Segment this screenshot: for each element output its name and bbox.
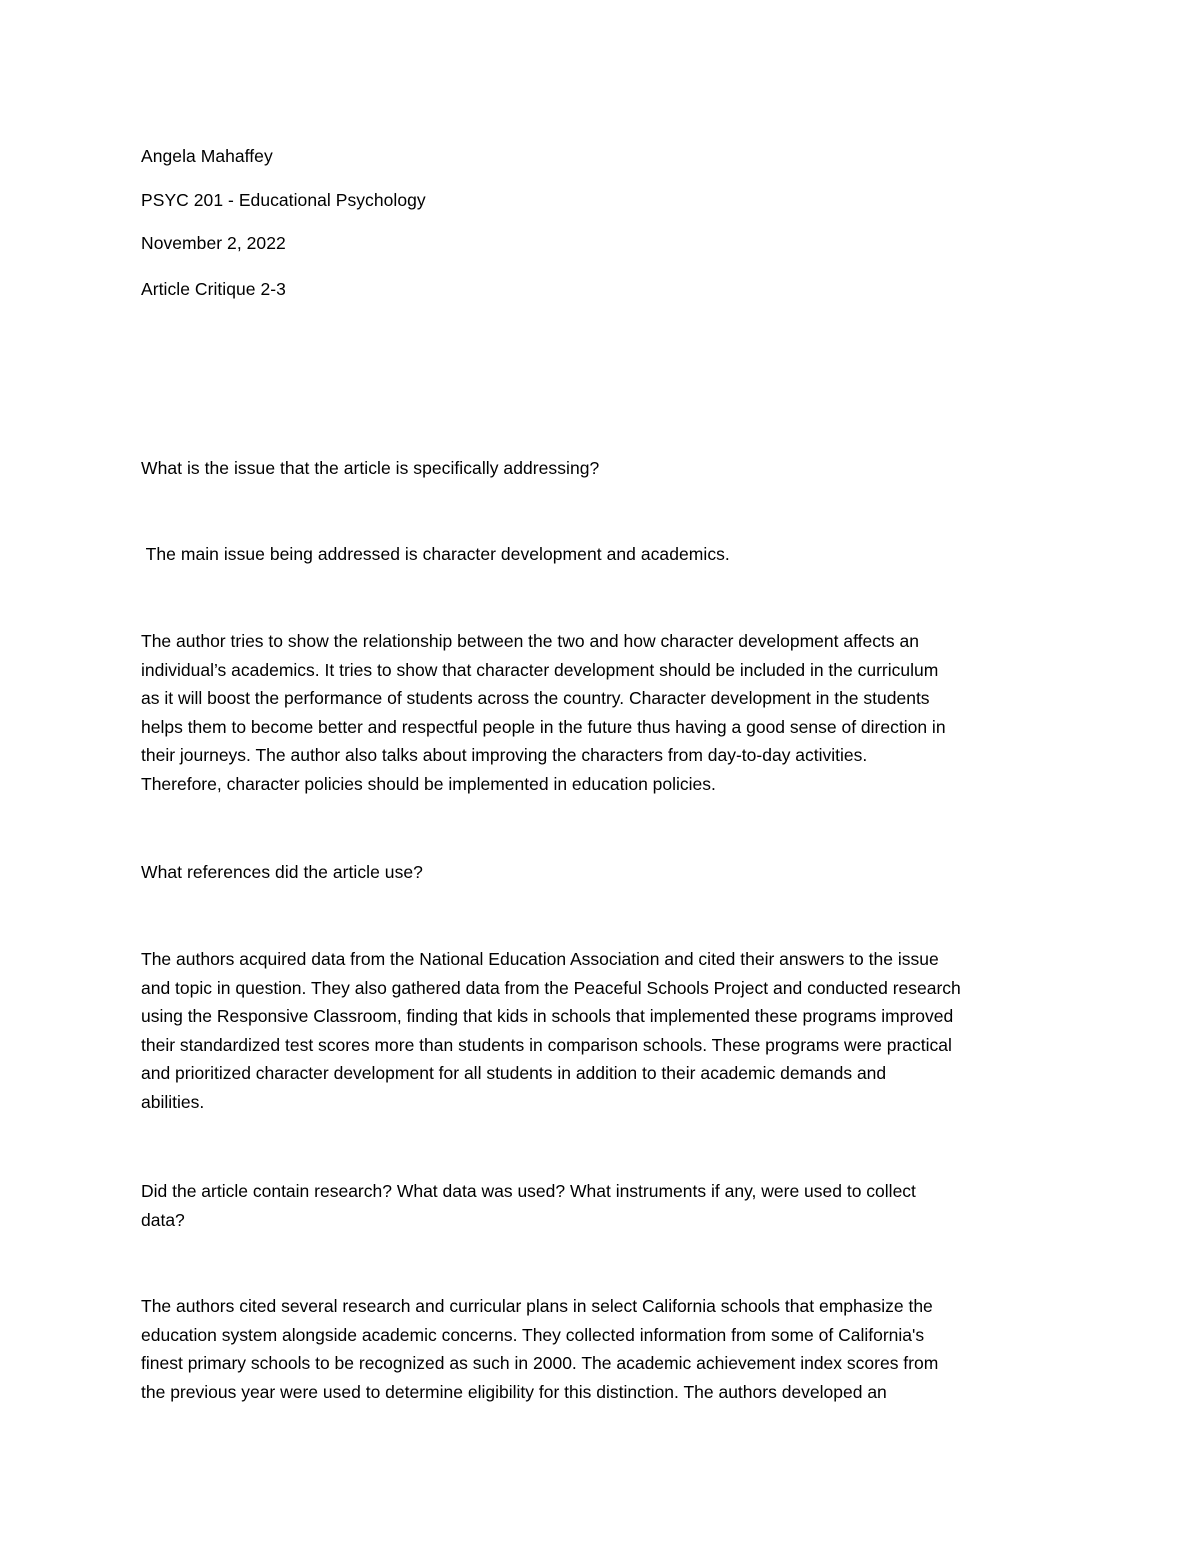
question-1: What is the issue that the article is specifically addressing? xyxy=(141,458,600,478)
paragraph-line: and topic in question. They also gathered data from the Peaceful Schools Project and conducted research xyxy=(141,977,961,998)
paragraph-line: their journeys. The author also talks about improving the characters from day-to-day activities. xyxy=(141,745,868,766)
answer-1-intro: The main issue being addressed is character development and academics. xyxy=(141,544,730,564)
paragraph-line: education system alongside academic concerns. They collected information from some of California's xyxy=(141,1324,925,1345)
answer-2-paragraph xyxy=(141,945,1066,1117)
question-line: data? xyxy=(141,1209,185,1230)
course-title: PSYC 201 - Educational Psychology xyxy=(141,190,426,210)
paragraph-line: their standardized test scores more than students in comparison schools. These programs were practical xyxy=(141,1034,952,1055)
answer-1-paragraph xyxy=(141,627,1066,799)
author-name: Angela Mahaffey xyxy=(141,146,273,166)
paragraph-line: The authors cited several research and curricular plans in select California schools that emphasize the xyxy=(141,1296,933,1316)
paragraph-line: Therefore, character policies should be implemented in education policies. xyxy=(141,773,716,794)
paragraph-line: The authors acquired data from the National Education Association and cited their answers to the issue xyxy=(141,949,939,969)
paragraph-line: finest primary schools to be recognized as such in 2000. The academic achievement index scores from xyxy=(141,1353,939,1374)
question-line: Did the article contain research? What data was used? What instruments if any, were used to collect xyxy=(141,1181,916,1201)
paragraph-line: using the Responsive Classroom, finding that kids in schools that implemented these programs improved xyxy=(141,1006,954,1027)
answer-3-paragraph xyxy=(141,1292,1066,1406)
paragraph-line: abilities. xyxy=(141,1091,205,1112)
paragraph-line: as it will boost the performance of students across the country. Character development in the students xyxy=(141,688,930,709)
assignment-title: Article Critique 2-3 xyxy=(141,279,286,299)
paragraph-line: individual’s academics. It tries to show that character development should be included in the curriculum xyxy=(141,659,939,680)
paragraph-line: the previous year were used to determine eligibility for this distinction. The authors developed an xyxy=(141,1381,887,1402)
paragraph-line: The author tries to show the relationship between the two and how character development affects an xyxy=(141,631,919,651)
question-3 xyxy=(141,1177,1066,1234)
document-date: November 2, 2022 xyxy=(141,233,286,253)
question-2: What references did the article use? xyxy=(141,862,423,882)
paragraph-line: helps them to become better and respectful people in the future thus having a good sense of direction in xyxy=(141,716,946,737)
paragraph-line: and prioritized character development for all students in addition to their academic demands and xyxy=(141,1063,887,1084)
